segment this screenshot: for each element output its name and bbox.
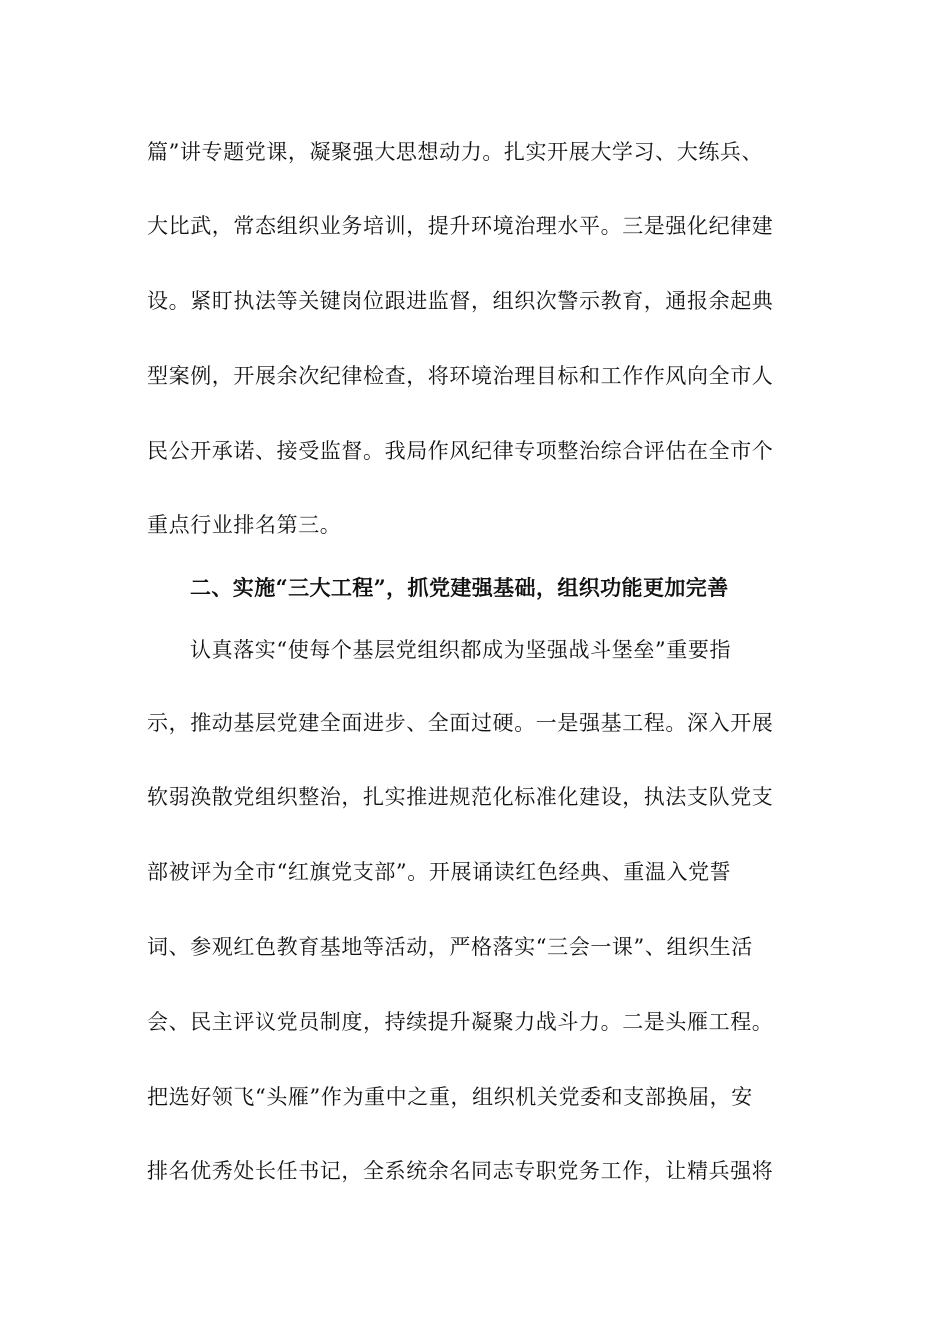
paragraph-line: 设。紧盯执法等关键岗位跟进监督，组织次警示教育，通报余起典 (147, 289, 774, 313)
paragraph-line: 认真落实“使每个基层党组织都成为坚强战斗堡垒”重要指 (190, 638, 732, 662)
paragraph-line: 部被评为全市“红旗党支部”。开展诵读红色经典、重温入党誓 (147, 860, 732, 884)
paragraph-line: 大比武，常态组织业务培训，提升环境治理水平。三是强化纪律建 (147, 214, 774, 238)
paragraph-line: 排名优秀处长任书记，全系统余名同志专职党务工作，让精兵强将 (147, 1159, 774, 1183)
paragraph-line: 型案例，开展余次纪律检查，将环境治理目标和工作作风向全市人 (147, 364, 774, 388)
paragraph-line: 软弱涣散党组织整治，扎实推进规范化标准化建设，执法支队党支 (147, 785, 774, 809)
paragraph-line: 篇”讲专题党课，凝聚强大思想动力。扎实开展大学习、大练兵、 (147, 140, 764, 164)
paragraph-line: 会、民主评议党员制度，持续提升凝聚力战斗力。二是头雁工程。 (147, 1010, 774, 1034)
section-heading: 二、实施“三大工程”，抓党建强基础，组织功能更加完善 (190, 575, 729, 600)
paragraph-line: 示，推动基层党建全面进步、全面过硬。一是强基工程。深入开展 (147, 711, 774, 735)
paragraph-line: 把选好领飞“头雁”作为重中之重，组织机关党委和支部换届，安 (147, 1085, 753, 1109)
paragraph-line: 词、参观红色教育基地等活动，严格落实“三会一课”、组织生活 (147, 935, 753, 959)
paragraph-line: 重点行业排名第三。 (147, 513, 342, 537)
paragraph-line: 民公开承诺、接受监督。我局作风纪律专项整治综合评估在全市个 (147, 439, 774, 463)
